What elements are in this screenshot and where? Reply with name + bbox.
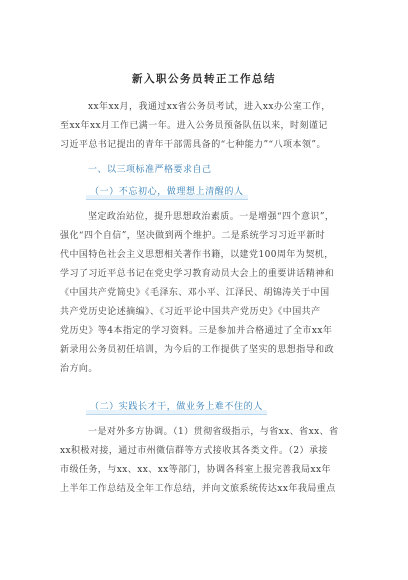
intro-line-3: 习近平总书记提出的青年干部需具备的“七种能力”“八项本领”。 [60,140,326,150]
paragraph-line: 学习了习近平总书记在党史学习教育动员大会上的重要讲话精神和 [60,269,335,279]
section-heading: 一、以三项标准严格要求自己 [88,165,212,175]
paragraph-line: 强化“四个自信”，坚决做到两个维护。二是系统学习习近平新时 [60,231,326,241]
paragraph-line: 《中国共产党简史》《毛泽东、邓小平、江泽民、胡锦涛关于中国 [60,288,330,298]
paragraph-line: 市级任务，与xx、xx、xx等部门，协调各科室上报完善我局xx年 [60,465,332,475]
paragraph-line: 上半年工作总结及全年工作总结，并向文旅系统传达xx年我局重点 [60,484,336,494]
paragraph-line: 一是对外多方协调。（1）贯彻省级指示，与省xx、省xx、省 [88,427,339,437]
paragraph-line: xx积极对接，通过市州微信群等方式接收其各类文件。（2）承接 [60,446,328,456]
paragraph-line: 共产党历史论述摘编》、《习近平论中国共产党历史》《中国共产 [60,307,321,317]
subsection-heading-2: （二）实践长才干，做业务上难不住的人 [86,400,267,415]
paragraph-line: 治方向。 [60,364,98,374]
subsection-heading-1: （一）不忘初心，做理想上清醒的人 [86,185,248,200]
intro-line-1: xx年xx月，我通过xx省公务员考试，进入xx办公室工作， [88,102,331,112]
intro-line-2: 至xx年xx月工作已满一年。进入公务员预备队伍以来，时刻谨记 [60,121,328,131]
paragraph-line: 新录用公务员初任培训，为今后的工作提供了坚实的思想指导和政 [60,345,335,355]
document-title: 新入职公务员转正工作总结 [132,73,276,85]
paragraph-line: 党历史》等4本指定的学习资料。三是参加并合格通过了全市xx年 [60,326,333,336]
paragraph-line: 代中国特色社会主义思想相关著作书籍，以建党100周年为契机， [60,250,334,260]
paragraph-line: 坚定政治站位，提升思想政治素质。一是增强“四个意识”， [88,212,335,222]
